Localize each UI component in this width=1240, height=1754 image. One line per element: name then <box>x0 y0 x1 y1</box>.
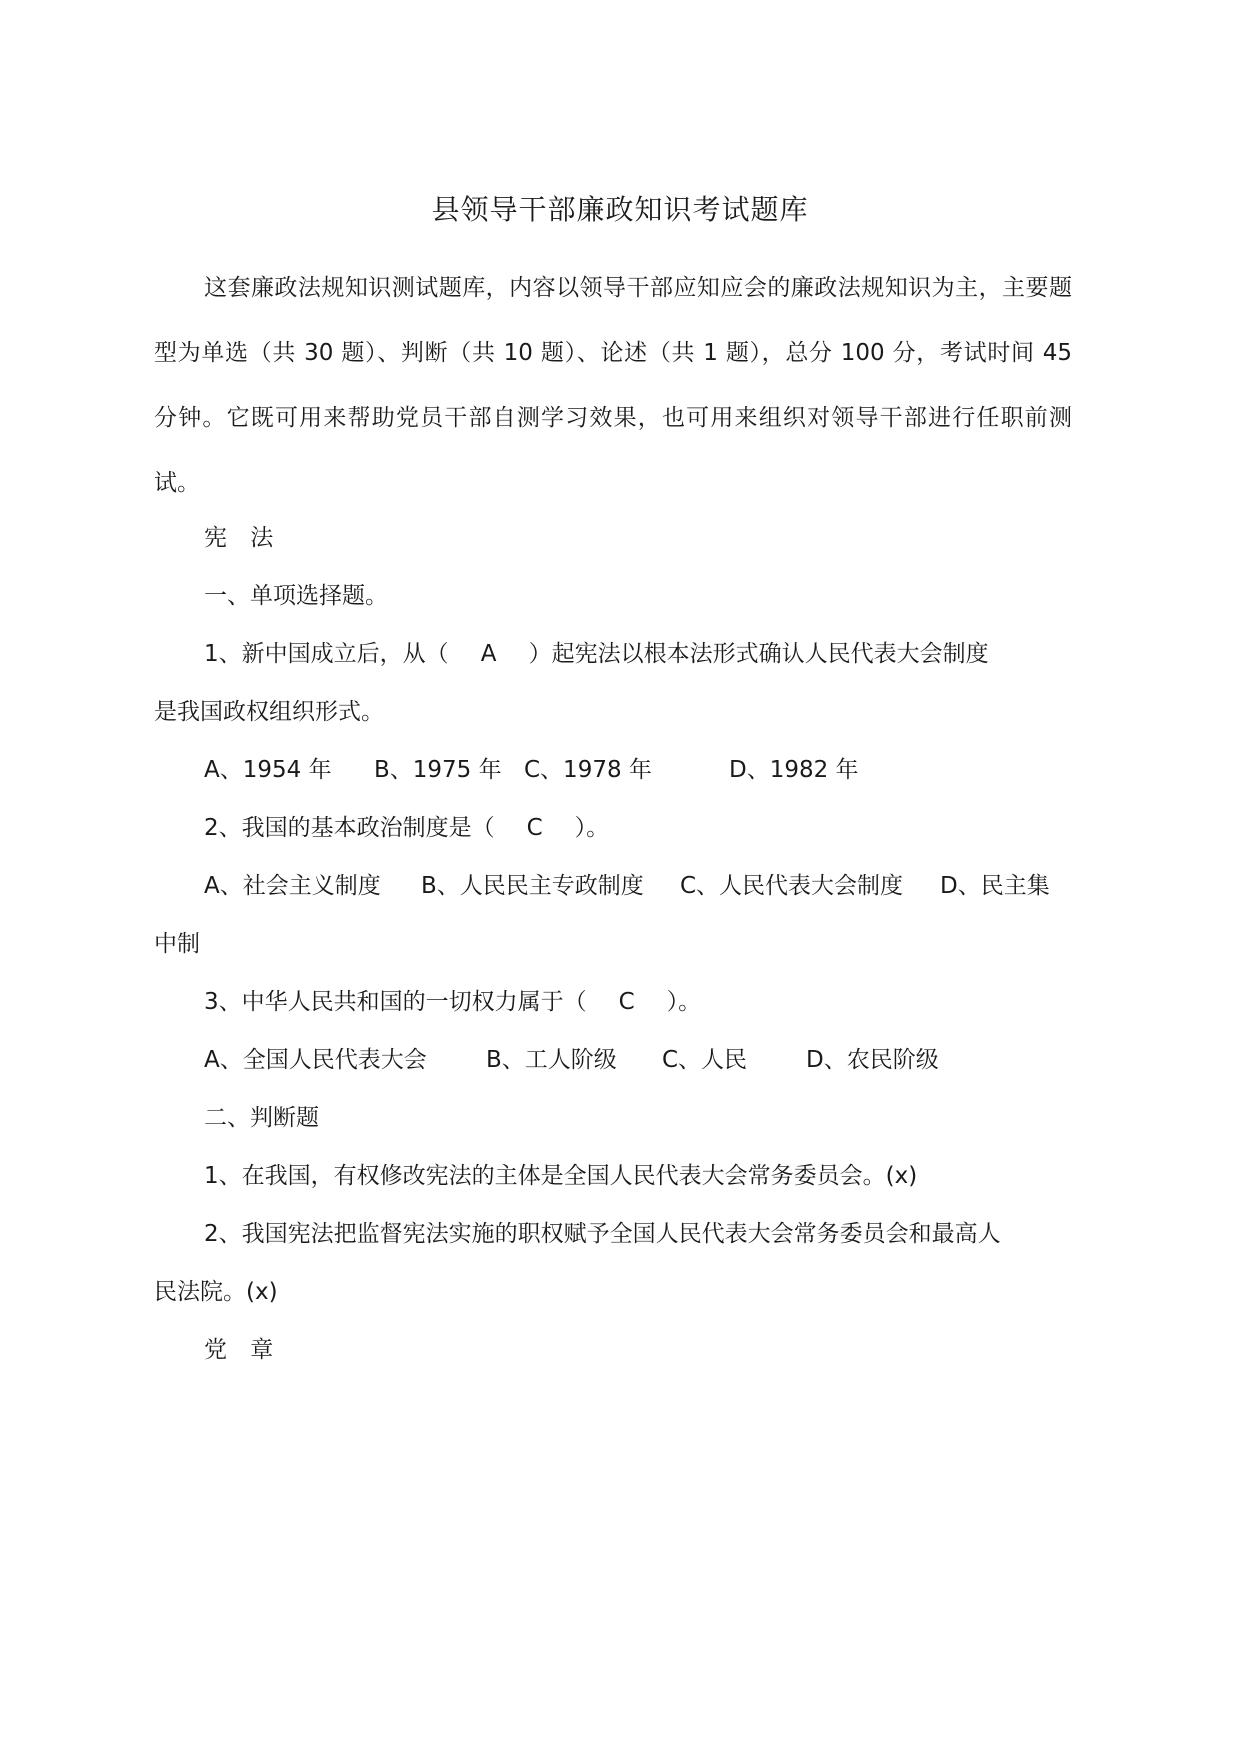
question-1-option-c: C、1978 年 <box>524 757 652 783</box>
question-3-option-d: D、农民阶级 <box>806 1047 939 1073</box>
section-heading-party-charter: 党 章 <box>204 1337 282 1363</box>
true-false-question-2: 2、我国宪法把监督宪法实施的职权赋予全国人民代表大会常务委员会和最高人 <box>204 1221 1001 1247</box>
question-1-option-b: B、1975 年 <box>374 757 502 783</box>
section-heading-constitution: 宪 法 <box>204 525 282 551</box>
question-1-prefix: 1、新中国成立后，从（ <box>204 641 449 667</box>
question-1-option-a: A、1954 年 <box>204 757 332 783</box>
question-2 <box>204 808 609 848</box>
question-2-continuation: 中制 <box>154 931 200 957</box>
question-3-suffix: ）。 <box>666 989 702 1015</box>
intro-paragraph: 这套廉政法规知识测试题库，内容以领导干部应知应会的廉政法规知识为主，主要题型为单选（共 30 题）、判断（共 10 题）、论述（共 1 题），总分 100 分，考试时间 45 分钟。它既可用来帮助党员干部自测学习效果，也可用来组织对领导干部进行任职前测试。 <box>154 275 1072 496</box>
question-2-answer: C <box>526 815 543 841</box>
true-false-question-1: 1、在我国，有权修改宪法的主体是全国人民代表大会常务委员会。(x) <box>204 1163 918 1189</box>
true-false-heading: 二、判断题 <box>204 1105 319 1131</box>
document-title: 县领导干部廉政知识考试题库 <box>431 193 809 226</box>
question-1-suffix: ）起宪法以根本法形式确认人民代表大会制度 <box>528 641 989 667</box>
true-false-question-2-continuation: 民法院。(x) <box>154 1279 278 1305</box>
multiple-choice-heading: 一、单项选择题。 <box>204 583 388 609</box>
question-3-option-c: C、人民 <box>662 1047 748 1073</box>
question-2-option-c: C、人民代表大会制度 <box>680 873 904 899</box>
question-2-prefix: 2、我国的基本政治制度是（ <box>204 815 495 841</box>
question-1-continuation: 是我国政权组织形式。 <box>154 699 384 725</box>
question-2-option-a: A、社会主义制度 <box>204 873 381 899</box>
question-2-option-d: D、民主集 <box>940 873 1050 899</box>
question-3-option-b: B、工人阶级 <box>486 1047 617 1073</box>
question-2-option-b: B、人民民主专政制度 <box>421 873 644 899</box>
question-3-option-a: A、全国人民代表大会 <box>204 1047 427 1073</box>
question-2-suffix: ）。 <box>574 815 610 841</box>
question-3 <box>204 982 701 1022</box>
question-3-answer: C <box>618 989 635 1015</box>
question-1-option-d: D、1982 年 <box>729 757 859 783</box>
question-1-answer: A <box>480 641 497 667</box>
question-3-prefix: 3、中华人民共和国的一切权力属于（ <box>204 989 587 1015</box>
question-1 <box>204 634 989 674</box>
